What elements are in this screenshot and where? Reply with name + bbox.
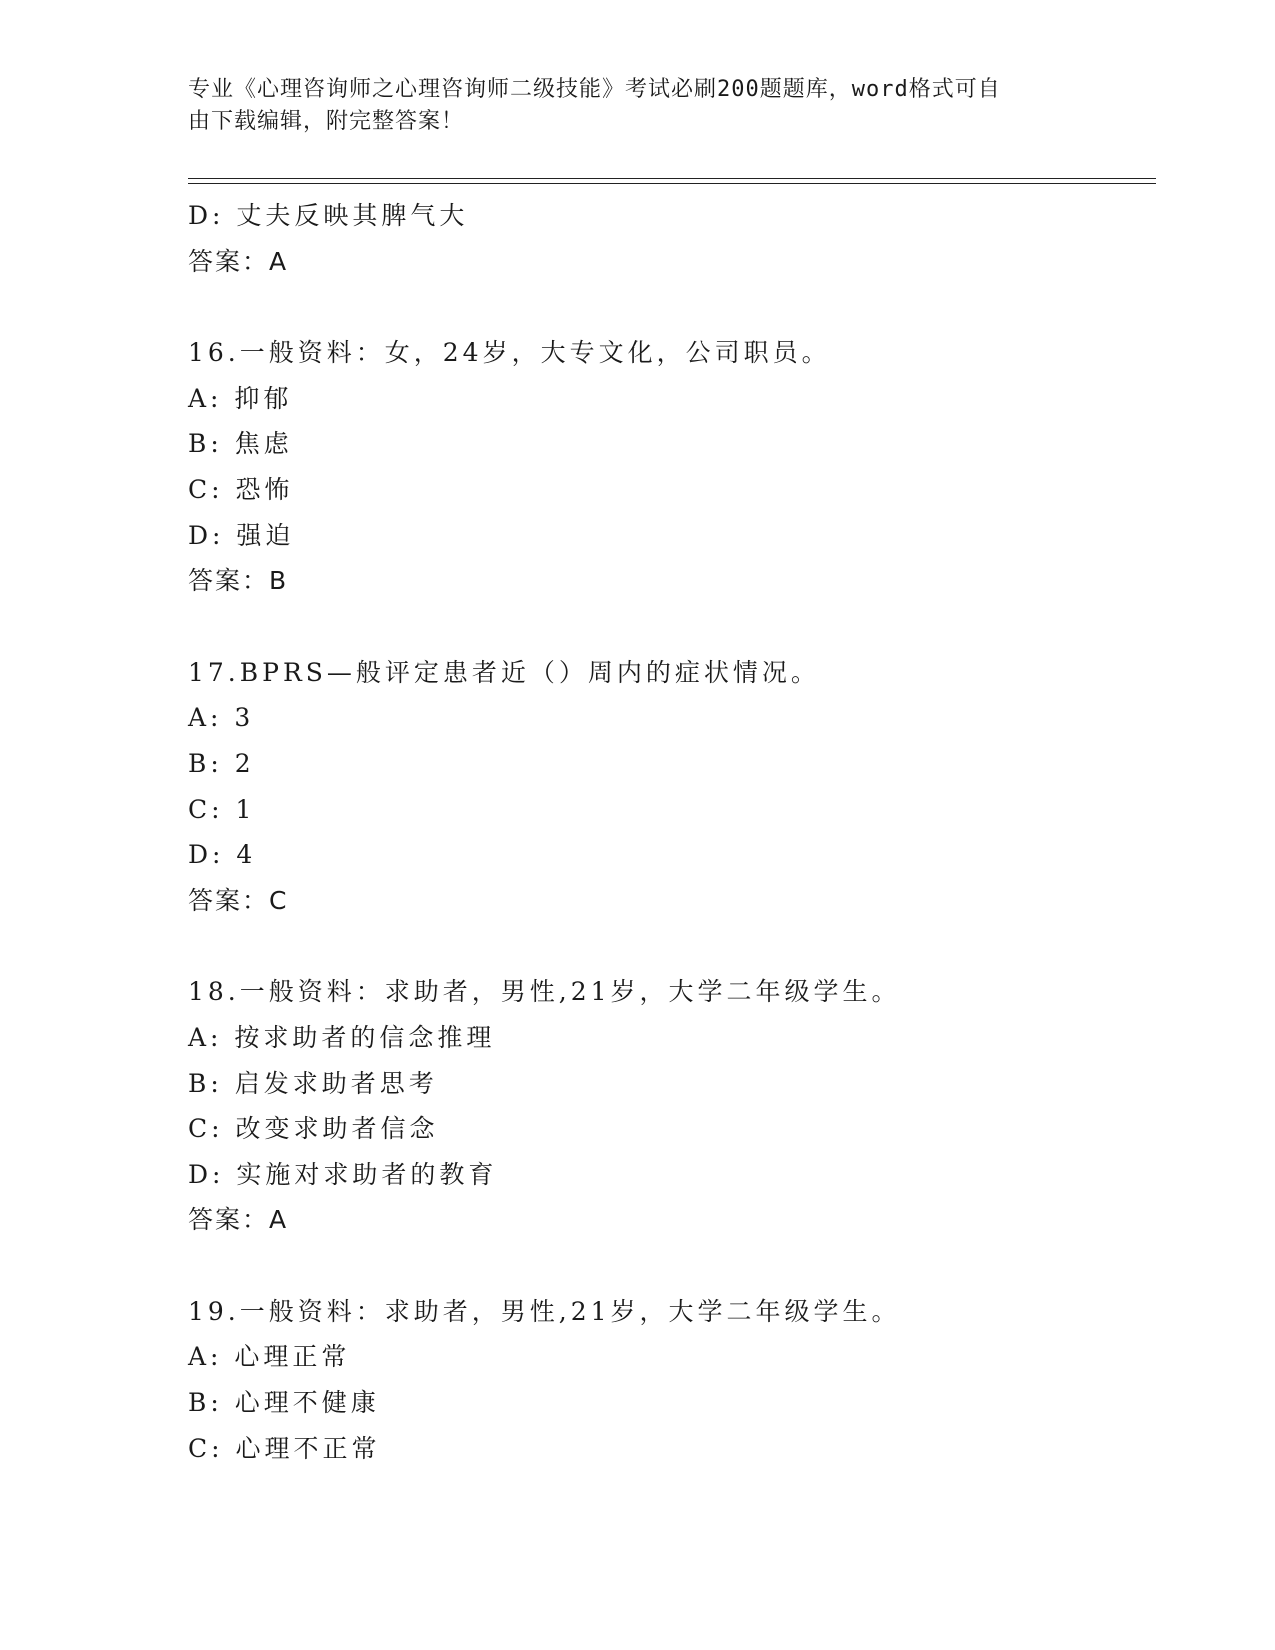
header-divider-bottom: [188, 183, 1156, 184]
option-a: A: 3: [188, 703, 255, 733]
option-c: C: 1: [188, 794, 256, 824]
option-a: A: 按求助者的信念推理: [188, 1022, 496, 1052]
spacer: [188, 1243, 1148, 1289]
answer: 答案：A: [188, 246, 289, 276]
option-c: C: 改变求助者信念: [188, 1114, 439, 1144]
option-b: B: 焦虑: [188, 429, 293, 459]
option-b: B: 启发求助者思考: [188, 1068, 438, 1098]
option-a: A: 心理正常: [188, 1342, 351, 1372]
question-19: [188, 1289, 1148, 1471]
question-stem: 16.一般资料：女，24岁，大专文化，公司职员。: [188, 338, 831, 368]
header-divider-top: [188, 178, 1156, 179]
question-list: [188, 193, 1148, 1471]
option-d: D: 丈夫反映其脾气大: [188, 201, 469, 230]
option-d: D: 4: [188, 840, 257, 870]
option-c: C: 心理不正常: [188, 1433, 381, 1463]
option-b: B: 心理不健康: [188, 1388, 380, 1418]
header-line-1: 专业《心理咨询师之心理咨询师二级技能》考试必刷200题题库，word格式可自: [188, 77, 1001, 102]
option-a: A: 抑郁: [188, 383, 293, 413]
question-stem: 19.一般资料：求助者，男性,21岁，大学二年级学生。: [188, 1296, 901, 1326]
question-17: [188, 650, 1148, 924]
question-stem: 18.一般资料：求助者，男性,21岁，大学二年级学生。: [188, 977, 901, 1007]
question-stem: 17.BPRS—般评定患者近（）周内的症状情况。: [188, 657, 820, 687]
question-18: [188, 969, 1148, 1243]
answer: 答案：A: [188, 1205, 289, 1235]
header-line-2: 由下载编辑，附完整答案！: [188, 109, 465, 134]
option-d: D: 强迫: [188, 520, 295, 550]
question-16: [188, 330, 1148, 604]
answer: 答案：B: [188, 566, 289, 596]
option-c: C: 恐怖: [188, 474, 294, 504]
spacer: [188, 604, 1148, 650]
answer: 答案：C: [188, 885, 289, 915]
spacer: [188, 284, 1148, 330]
spacer: [188, 923, 1148, 969]
option-d: D: 实施对求助者的教育: [188, 1159, 498, 1189]
option-b: B: 2: [188, 748, 255, 778]
document-header: [188, 74, 1068, 138]
